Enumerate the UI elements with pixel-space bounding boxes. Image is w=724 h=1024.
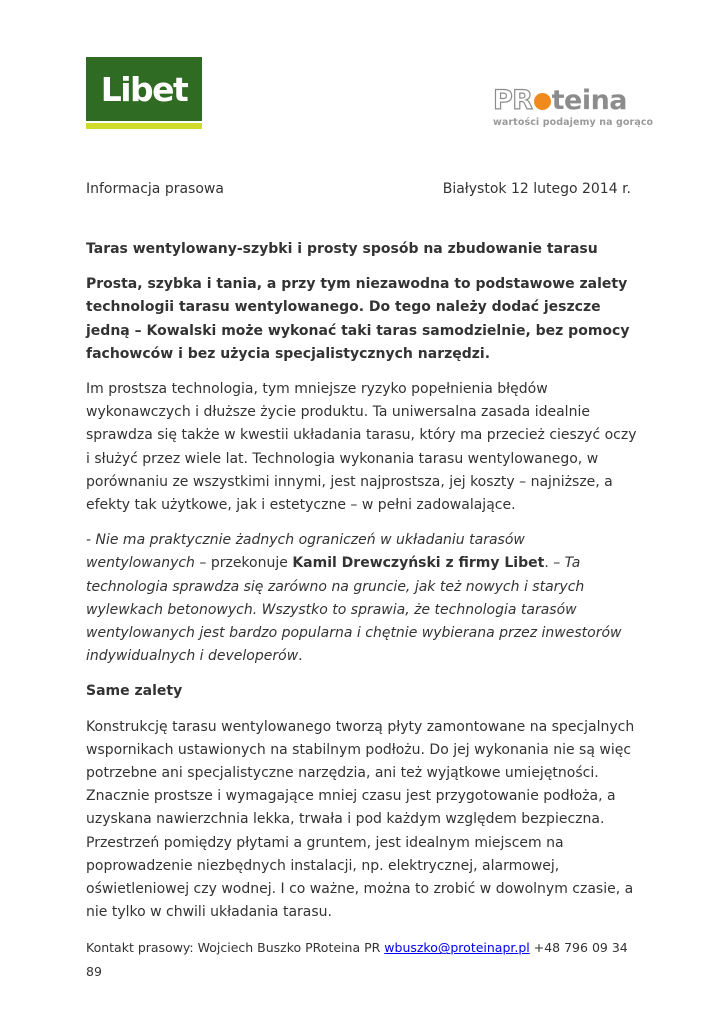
quote-part-3: . – [544,555,565,572]
libet-logo-text: Libet [86,57,202,121]
place-date: Białystok 12 lutego 2014 r. [442,181,631,197]
libet-logo [86,57,202,129]
document-type: Informacja prasowa [86,181,224,197]
section-heading: Same zalety [86,683,183,700]
libet-logo-bar [86,123,202,129]
article-title: Taras wentylowany-szybki i prosty sposób na zbudowanie tarasu [86,241,598,257]
proteina-wordmark-teina: teina [551,85,628,116]
paragraph-2: Konstrukcję tarasu wentylowanego tworzą płyty zamontowane na specjalnych wspornikach ustawionych na stabilnym podłożu. Do jej wykonania nie są więc potrzebne ani specjalistyczne narzędzia, ani też wyjątkowe umiejętności. Znacznie prostsze i wymagające mniej czasu jest przygotowanie podłoża, a uzyskana nawierzchnia lekka, trwała i pod każdym względem bezpieczna. Przestrzeń pomiędzy płytami a gruntem, jest idealnym miejscem na poprowadzenie niezbędnych instalacji, np. elektrycznej, alarmowej, oświetleniowej czy wodnej. I co ważne, można to zrobić w dowolnym czasie, a nie tylko w chwili układania tarasu. [86,718,635,921]
quote-speaker: Kamil Drewczyński z firmy Libet [292,555,545,572]
contact-phone: +48 796 09 34 89 [86,940,628,979]
quote-part-1: - Nie ma praktycznie żadnych ograniczeń w układaniu tarasów wentylowanych – [86,532,525,572]
quote-part-2: przekonuje [206,555,293,572]
proteina-wordmark-pr: PR [493,85,533,116]
proteina-tagline: wartości podajemy na gorąco [493,117,654,128]
quote-part-4: Ta technologia sprawdza się zarówno na gruncie, jak też nowych i starych wylewkach betonowych. Wszystko to sprawia, że technologia tarasów wentylowanych jest bardzo popularna i chętnie wybierana przez inwestorów indywidualnych i developerów [86,555,622,665]
quote-paragraph [86,529,638,668]
contact-prefix: Kontakt prasowy: Wojciech Buszko PRoteina PR [86,940,385,956]
proteina-wordmark [493,86,639,116]
press-contact [86,936,638,982]
proteina-logo [493,85,654,132]
article-body [86,238,638,983]
contact-email-link[interactable]: wbuszko@proteinapr.pl [384,940,530,956]
article-lead: Prosta, szybka i tania, a przy tym niezawodna to podstawowe zalety technologii tarasu wentylowanego. Do tego należy dodać jeszcze jedną – Kowalski może wykonać taki taras samodzielnie, bez pomocy fachowców i bez użycia specjalistycznych narzędzi. [86,276,630,362]
quote-part-5: . [298,648,303,665]
proteina-orange-dot-icon [534,93,551,110]
paragraph-1: Im prostsza technologia, tym mniejsze ryzyko popełnienia błędów wykonawczych i dłuższe życie produktu. Ta uniwersalna zasada idealnie sprawdza się także w kwestii układania tarasu, który ma przecież cieszyć oczy i służyć przez wiele lat. Technologia wykonania tarasu wentylowanego, w porównaniu ze wszystkimi innymi, jest najprostsza, jej koszty – najniższe, a efekty tak użytkowe, jak i estetyczne – w pełni zadowalające. [86,381,637,514]
